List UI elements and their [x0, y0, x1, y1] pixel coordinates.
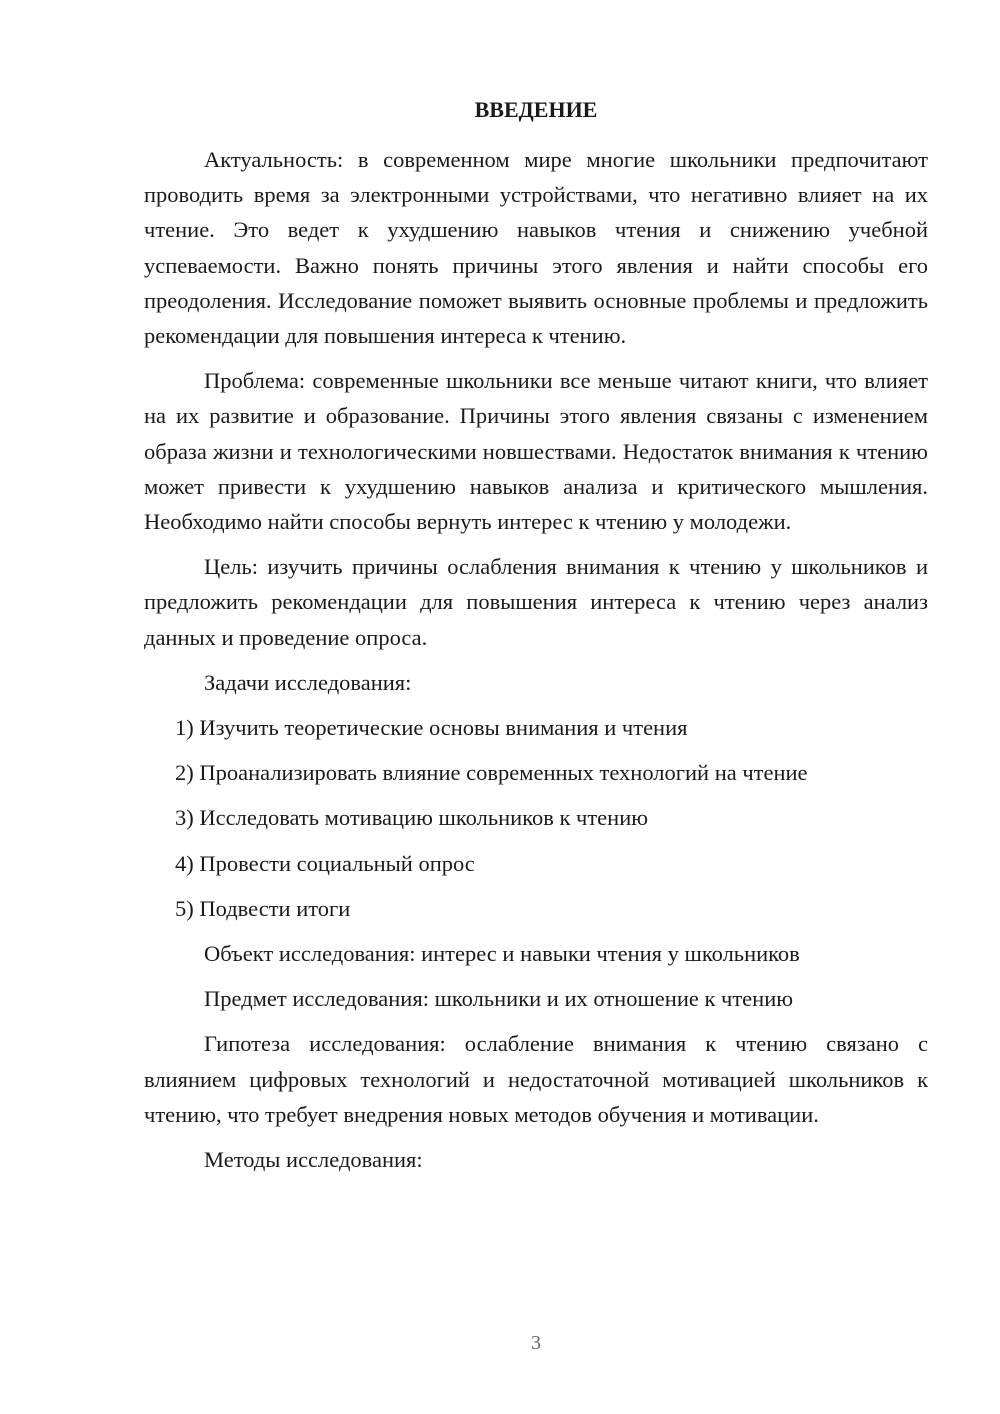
object-paragraph: Объект исследования: интерес и навыки чтения у школьников: [204, 941, 800, 967]
relevance-paragraph: Актуальность: в современном мире многие школьники предпочитают проводить время за электронными устройствами, что негативно влияет на их чтение. Это ведет к ухудшению навыков чтения и снижению учебной успеваемости. Важно понять причины этого явления и найти способы его преодоления. Исследование поможет выявить основные проблемы и предложить рекомендации для повышения интереса к чтению.: [144, 147, 928, 349]
body-text: [144, 142, 928, 1187]
subject-paragraph: Предмет исследования: школьники и их отношение к чтению: [204, 986, 794, 1012]
page-number: 3: [531, 1332, 541, 1354]
task-item: 2) Проанализировать влияние современных технологий на чтение: [175, 760, 808, 786]
methods-heading: Методы исследования:: [204, 1147, 423, 1173]
problem-paragraph: Проблема: современные школьники все меньше читают книги, что влияет на их развитие и образование. Причины этого явления связаны с изменением образа жизни и технологическими новшествами. Недостаток внимания к чтению может привести к ухудшению навыков анализа и критического мышления. Необходимо найти способы вернуть интерес к чтению у молодежи.: [144, 368, 928, 535]
goal-paragraph: Цель: изучить причины ослабления внимания к чтению у школьников и предложить рекомендации для повышения интереса к чтению через анализ данных и проведение опроса.: [144, 554, 928, 650]
task-item: 1) Изучить теоретические основы внимания и чтения: [175, 715, 688, 741]
tasks-heading: Задачи исследования:: [204, 669, 412, 695]
task-item: 3) Исследовать мотивацию школьников к чтению: [175, 805, 649, 831]
task-item: 4) Провести социальный опрос: [175, 850, 475, 876]
hypothesis-paragraph: Гипотеза исследования: ослабление внимания к чтению связано с влиянием цифровых технологий и недостаточной мотивацией школьников к чтению, что требует внедрения новых методов обучения и мотивации.: [144, 1031, 928, 1127]
task-item: 5) Подвести итоги: [175, 895, 351, 921]
section-title: ВВЕДЕНИЕ: [474, 97, 598, 122]
